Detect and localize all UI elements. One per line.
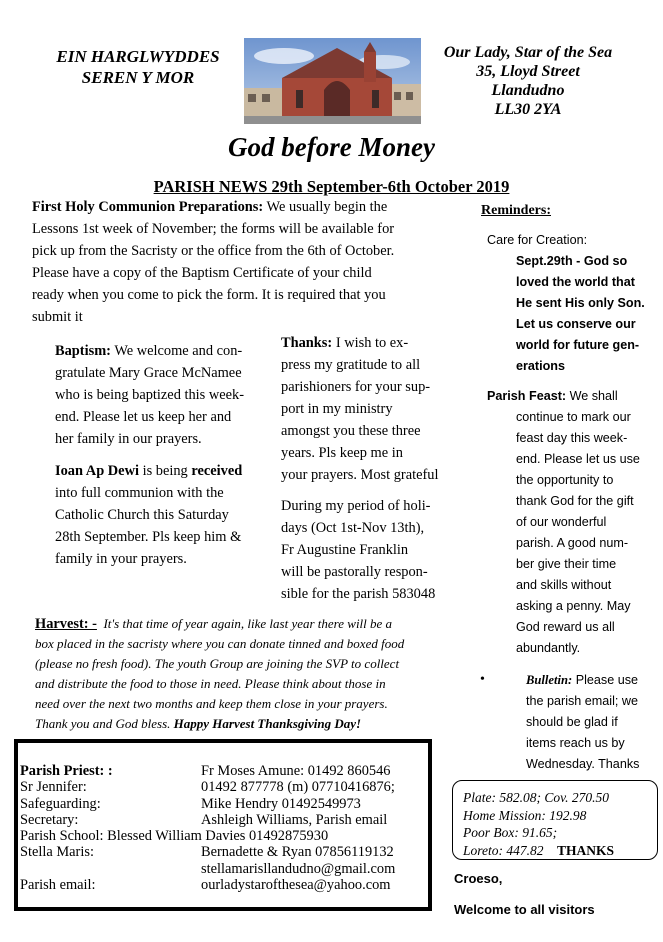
holiday-line-0: During my period of holi- — [281, 498, 431, 514]
creation-line-5: erations — [516, 359, 565, 373]
harvest-closing: Happy Harvest Thanksgiving Day! — [173, 716, 362, 731]
thanks-line-1: press my gratitude to all — [281, 357, 421, 373]
feast-heading: Parish Feast: — [487, 389, 567, 403]
thanks-section — [281, 332, 451, 486]
bulletin-line-1: should be glad if — [526, 715, 618, 729]
contact-value[interactable]: stellamarisllandudno@gmail.com — [201, 860, 396, 877]
ioan-line-1: Catholic Church this Saturday — [55, 507, 229, 523]
creation-line-4: world for future gen- — [516, 338, 640, 352]
collection-thanks: THANKS — [557, 842, 615, 858]
ioan-received: received — [191, 463, 243, 479]
welsh-title — [28, 46, 248, 88]
ioan-section — [55, 460, 275, 570]
feast-line-6: parish. A good num- — [516, 536, 629, 550]
feast-line-3: the opportunity to — [516, 473, 614, 487]
communion-heading: First Holy Communion Preparations: — [32, 199, 264, 215]
bullet-icon: • — [480, 672, 485, 687]
bulletin-first-line — [526, 670, 638, 691]
contact-row-priest — [20, 763, 395, 779]
creation-heading: Care for Creation: — [487, 233, 588, 247]
feast-line-1: feast day this week- — [516, 431, 628, 445]
news-heading: PARISH NEWS 29th September-6th October 2019 — [153, 177, 510, 196]
communion-line-3: Please have a copy of the Baptism Certificate of your child — [32, 265, 372, 281]
contact-label: Parish email: — [20, 877, 96, 894]
feast-first-line — [487, 386, 618, 407]
contact-label: Stella Maris: — [20, 844, 94, 861]
ioan-heading: Ioan Ap Dewi — [55, 463, 139, 479]
communion-line-1: Lessons 1st week of November; the forms will be available for — [32, 221, 395, 237]
holiday-line-3: will be pastorally respon- — [281, 564, 428, 580]
contact-value[interactable]: ourladystaroftheseа@yahoo.com — [201, 877, 391, 894]
thanks-line-3: port in my ministry — [281, 401, 393, 417]
harvest-line-2: (please no fresh food). The youth Group are joining the SVP to collect — [35, 656, 400, 671]
baptism-heading: Baptism: — [55, 343, 111, 359]
bulletin-line-2: items reach us by — [526, 736, 625, 750]
contact-label: Parish Priest: : — [20, 763, 113, 779]
harvest-line-3: and distribute the food to those in need. Please think about those in — [35, 676, 386, 691]
ioan-first-rest: is being — [142, 463, 188, 479]
contact-value: Bernadette & Ryan 07856119132 — [201, 844, 394, 861]
croeso-text: Croeso, — [454, 871, 503, 886]
feast-text — [516, 407, 656, 659]
contact-value: 01492 877778 (m) 07710416876; — [201, 779, 395, 796]
contact-label: Sr Jennifer: — [20, 779, 87, 796]
creation-line-3: Let us conserve our — [516, 317, 636, 331]
baptism-section — [55, 340, 275, 450]
holiday-line-2: Fr Augustine Franklin — [281, 542, 409, 558]
contact-row-safeguarding — [20, 796, 395, 812]
contact-value: Fr Moses Amune: 01492 860546 — [201, 763, 391, 779]
feast-line-8: and skills without — [516, 578, 612, 592]
feast-line-5: of our wonderful — [516, 515, 607, 529]
ioan-line-0: into full communion with the — [55, 485, 224, 501]
holiday-line-1: days (Oct 1st-Nov 13th), — [281, 520, 425, 536]
harvest-line-1: box placed in the sacristy where you can donate tinned and boxed food — [35, 636, 405, 651]
holiday-section — [281, 495, 451, 605]
communion-line-0: We usually begin the — [266, 199, 388, 215]
feast-line-7: ber give their time — [516, 557, 617, 571]
page-title: God before Money — [228, 132, 435, 162]
bulletin-first: Please use — [575, 673, 638, 687]
holiday-line-4: sible for the parish 583048 — [281, 586, 436, 602]
communion-line-4: ready when you come to pick the form. It is required that you — [32, 287, 386, 303]
address-line-4: LL30 2YA — [494, 101, 562, 118]
baptism-line-4: her family in our prayers. — [55, 431, 202, 447]
address-line-2: 35, Lloyd Street — [476, 63, 580, 80]
bulletin-line-3: Wednesday. Thanks — [526, 757, 640, 771]
contact-label: Safeguarding: — [20, 795, 101, 812]
ioan-line-3: family in your prayers. — [55, 551, 187, 567]
contact-row-stella-maris — [20, 844, 395, 860]
welcome-text: Welcome to all visitors — [454, 902, 595, 917]
baptism-line-1: gratulate Mary Grace McNamee — [55, 365, 242, 381]
collection-plate: Plate: 582.08; Cov. 270.50 — [463, 790, 609, 805]
harvest-line-0: It's that time of year again, like last year there will be a — [103, 616, 393, 631]
contact-value: Mike Hendry 01492549973 — [201, 795, 361, 812]
contact-label — [20, 861, 201, 877]
feast-line-0: continue to mark our — [516, 410, 631, 424]
harvest-line-4: need over the next two months and keep them close in your prayers. — [35, 696, 388, 711]
contact-row-parish-email — [20, 877, 395, 893]
welsh-title-line2: SEREN Y MOR — [81, 68, 195, 87]
reminders-heading: Reminders: — [481, 203, 551, 218]
feast-first: We shall — [569, 389, 618, 403]
baptism-line-3: end. Please let us keep her and — [55, 409, 232, 425]
church-photo — [244, 38, 421, 124]
ioan-line-2: 28th September. Pls keep him & — [55, 529, 242, 545]
collection-box — [452, 780, 658, 860]
creation-line-2: He sent His only Son. — [516, 296, 645, 310]
contact-row-sister — [20, 779, 395, 795]
thanks-line-2: parishioners for your sup- — [281, 379, 431, 395]
welsh-title-line1: EIN HARGLWYDDES — [56, 47, 220, 66]
thanks-line-5: years. Pls keep me in — [281, 445, 403, 461]
collection-loreto: Loreto: 447.82 — [463, 842, 544, 858]
feast-line-9: asking a penny. May — [516, 599, 631, 613]
baptism-line-2: who is being baptized this week- — [55, 387, 245, 403]
creation-line-0: Sept.29th - God so — [516, 254, 628, 268]
contact-label: Parish School: Blessed William Davies 01492875930 — [20, 828, 329, 845]
thanks-line-6: your prayers. Most grateful — [281, 467, 439, 483]
communion-section — [32, 196, 442, 328]
contact-row-secretary — [20, 812, 395, 828]
thanks-heading: Thanks: — [281, 335, 333, 351]
feast-line-11: abundantly. — [516, 641, 581, 655]
bulletin-text — [526, 691, 661, 775]
contact-row-stella-email — [20, 861, 395, 877]
creation-text — [516, 251, 656, 377]
harvest-heading: Harvest: - — [35, 616, 97, 632]
bulletin-line-0: the parish email; we — [526, 694, 638, 708]
collection-home-mission: Home Mission: 192.98 — [463, 807, 587, 823]
creation-line-1: loved the world that — [516, 275, 635, 289]
contact-value: Ashleigh Williams, Parish email — [201, 811, 388, 828]
address-line-1: Our Lady, Star of the Sea — [443, 44, 613, 61]
feast-line-2: end. Please let us use — [516, 452, 640, 466]
harvest-section — [35, 614, 443, 734]
address-line-3: Llandudno — [491, 82, 565, 99]
baptism-line-0: We welcome and con- — [114, 343, 243, 359]
bulletin-heading: Bulletin: — [526, 673, 573, 687]
collection-poor-box: Poor Box: 91.65; — [463, 825, 558, 840]
feast-line-4: thank God for the gift — [516, 494, 634, 508]
thanks-line-4: amongst you these three — [281, 423, 421, 439]
feast-line-10: God reward us all — [516, 620, 615, 634]
thanks-line-0: I wish to ex- — [335, 335, 409, 351]
contact-list — [20, 763, 395, 893]
communion-line-2: pick up from the Sacristy or the office from the 6th of October. — [32, 243, 395, 259]
harvest-line-5: Thank you and God bless. — [35, 716, 171, 731]
contact-row-school — [20, 828, 395, 844]
contact-label: Secretary: — [20, 811, 79, 828]
parish-address — [418, 43, 638, 119]
communion-line-5: submit it — [32, 309, 83, 325]
